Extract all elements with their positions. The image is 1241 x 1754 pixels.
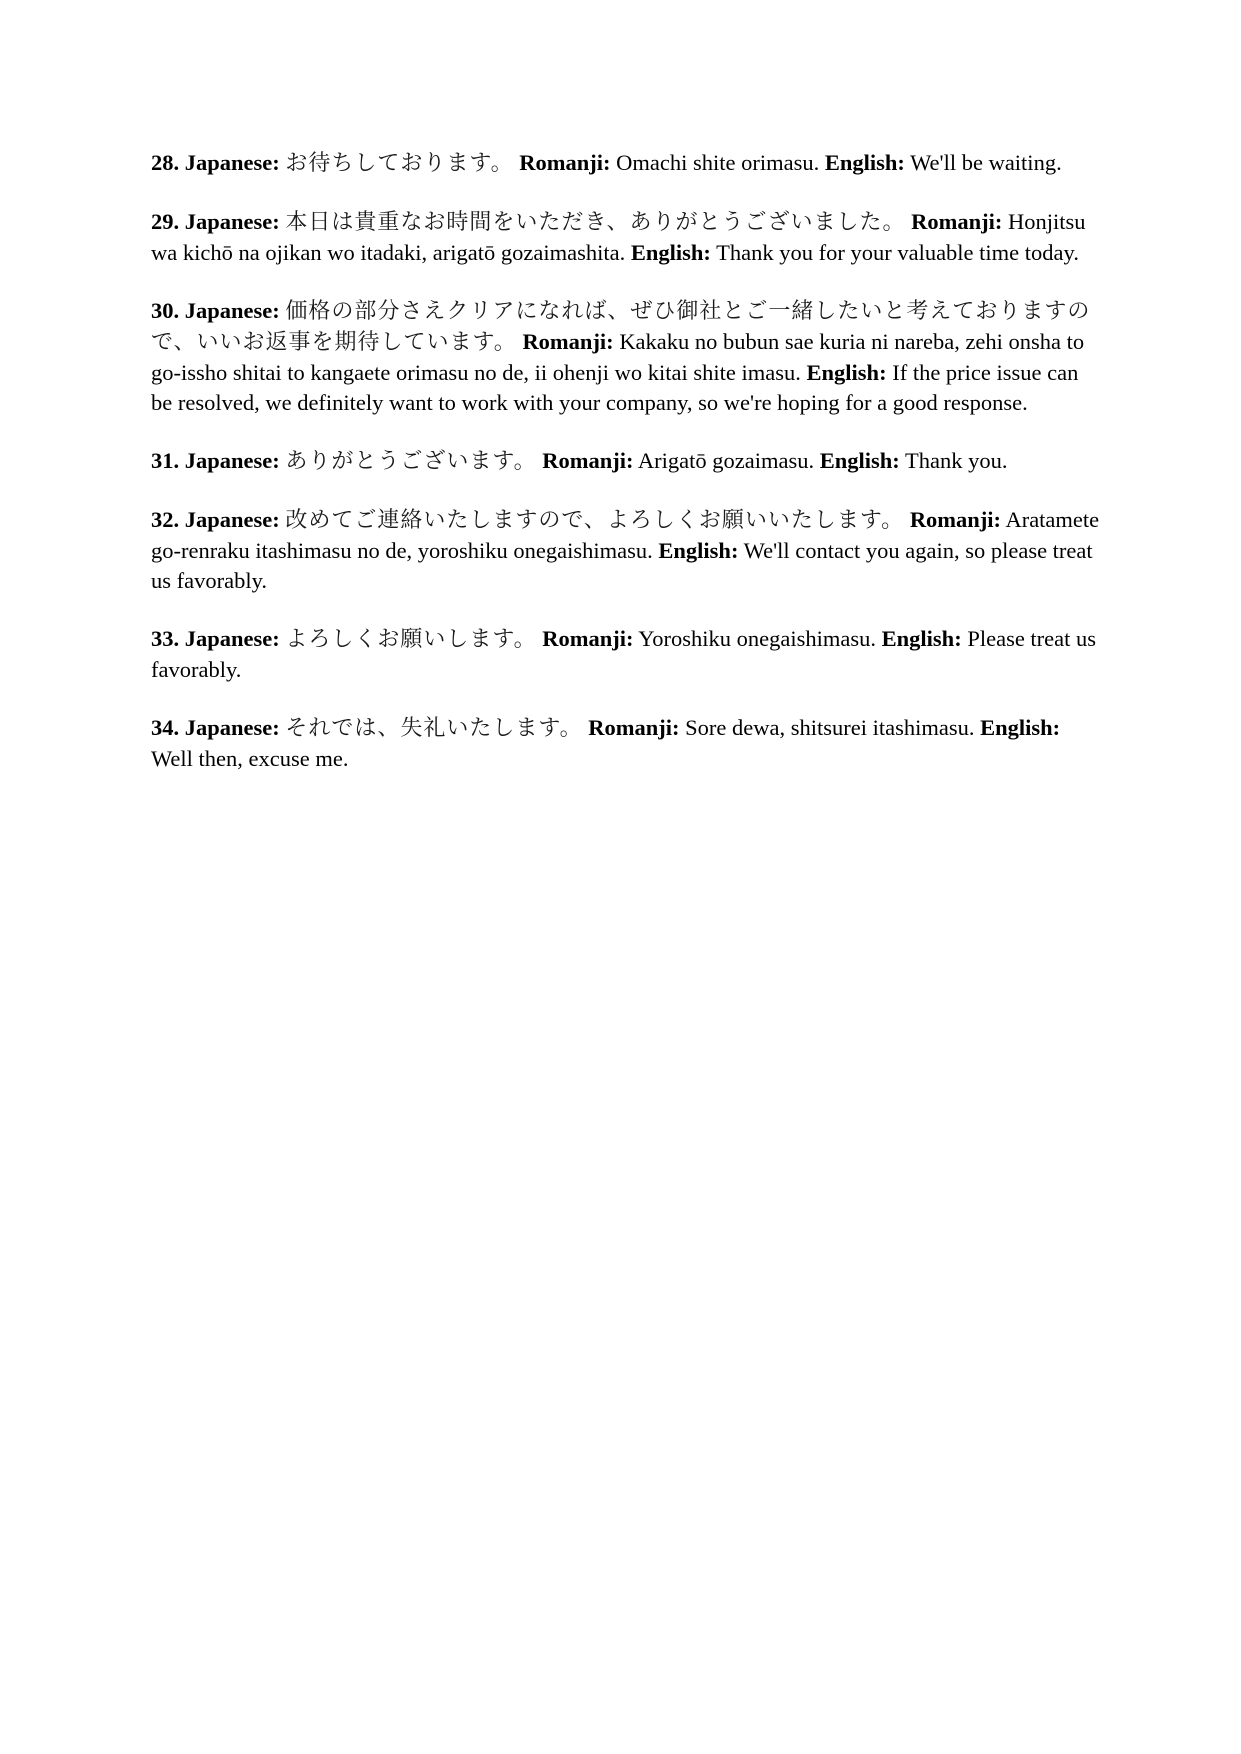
romanji-label: Romanji:	[911, 209, 1003, 234]
entry-number-label: 29. Japanese:	[151, 209, 280, 234]
japanese-text: 改めてご連絡いたしますので、よろしくお願いいたします。	[285, 508, 905, 533]
japanese-text: それでは、失礼いたします。	[285, 716, 583, 741]
entry-number-label: 30. Japanese:	[151, 298, 280, 323]
japanese-text: ありがとうございます。	[285, 449, 537, 474]
romanji-text: Omachi shite orimasu.	[616, 150, 820, 175]
phrase-entry-34	[151, 713, 1101, 774]
phrase-entry-32	[151, 505, 1101, 596]
phrase-entry-31	[151, 446, 1101, 477]
phrase-list	[151, 148, 1101, 802]
japanese-text: 価格の部分さえクリアになれば、ぜひ御社とご一緒したいと考えておりますので、いいお返事を期待しています。	[151, 299, 1091, 355]
romanji-text: Yoroshiku onegaishimasu.	[638, 626, 877, 651]
phrase-entry-29	[151, 207, 1101, 268]
english-label: English:	[881, 626, 962, 651]
romanji-label: Romanji:	[519, 150, 611, 175]
romanji-text: Honjitsu wa kichō na ojikan wo itadaki, arigatō gozaimashita.	[151, 209, 1086, 265]
entry-number-label: 31. Japanese:	[151, 448, 280, 473]
english-text: Please treat us favorably.	[151, 626, 1097, 682]
romanji-label: Romanji:	[522, 329, 614, 354]
english-text: If the price issue can be resolved, we definitely want to work with your company, so we're hoping for a good response.	[151, 360, 1079, 415]
entry-number-label: 32. Japanese:	[151, 507, 280, 532]
english-text: We'll contact you again, so please treat us favorably.	[151, 538, 1093, 593]
english-text: Well then, excuse me.	[151, 746, 349, 771]
romanji-text: Arigatō gozaimasu.	[637, 448, 815, 473]
phrase-entry-33	[151, 624, 1101, 685]
english-text: We'll be waiting.	[910, 150, 1062, 175]
japanese-text: お待ちしております。	[285, 151, 514, 176]
phrase-entry-30	[151, 296, 1101, 418]
romanji-label: Romanji:	[909, 507, 1002, 532]
entry-number-label: 28. Japanese:	[151, 150, 280, 175]
english-label: English:	[819, 448, 900, 473]
english-label: English:	[658, 538, 739, 563]
japanese-text: よろしくお願いします。	[285, 627, 537, 652]
phrase-entry-28	[151, 148, 1101, 179]
romanji-text: Sore dewa, shitsurei itashimasu.	[685, 715, 975, 740]
romanji-label: Romanji:	[542, 626, 634, 651]
romanji-label: Romanji:	[588, 715, 680, 740]
romanji-text: Aratamete go-renraku itashimasu no de, yoroshiku onegaishimasu.	[151, 507, 1100, 563]
japanese-text: 本日は貴重なお時間をいただき、ありがとうございました。	[285, 210, 906, 235]
english-label: English:	[980, 715, 1061, 740]
romanji-text: Kakaku no bubun sae kuria ni nareba, zehi onsha to go-issho shitai to kangaete orimasu no de, ii ohenji wo kitai shite imasu.	[151, 329, 1085, 385]
english-label: English:	[630, 240, 711, 265]
romanji-label: Romanji:	[542, 448, 634, 473]
entry-number-label: 34. Japanese:	[151, 715, 280, 740]
english-text: Thank you.	[904, 448, 1008, 473]
english-label: English:	[824, 150, 905, 175]
entry-number-label: 33. Japanese:	[151, 626, 280, 651]
english-label: English:	[806, 360, 887, 385]
english-text: Thank you for your valuable time today.	[716, 240, 1079, 265]
